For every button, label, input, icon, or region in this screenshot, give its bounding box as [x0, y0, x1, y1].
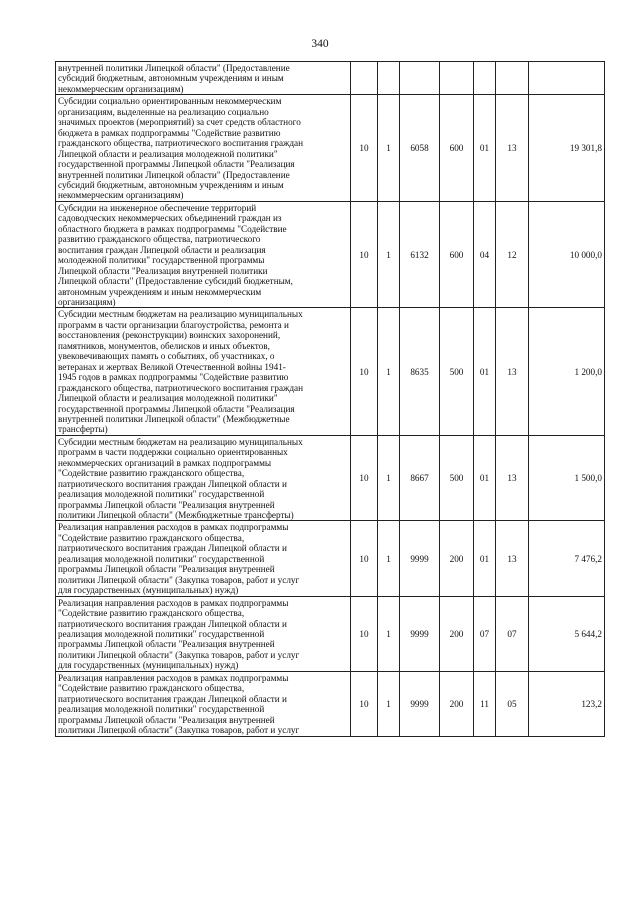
description-line: молодежной политики" государственной программы	[58, 255, 265, 266]
description-line: трансферты)	[58, 424, 108, 435]
section-cell: 01	[474, 95, 496, 202]
expense-type-cell: 200	[440, 596, 474, 671]
description-line: "Содействие развитию гражданского общества,	[58, 683, 245, 694]
description-line: 1945 годов в рамках подпрограммы "Содействие развитию	[58, 372, 289, 383]
subsection-cell: 07	[496, 596, 529, 671]
description-line: реализация молодежной политики" государственной	[58, 553, 265, 564]
description-line: автономным учреждениям и иным некоммерческим	[58, 286, 262, 297]
description-line: программы Липецкой области "Реализация внутренней	[58, 499, 275, 510]
description-line: программы Липецкой области "Реализация внутренней	[58, 714, 275, 725]
description-cell	[56, 521, 351, 596]
section-cell: 01	[474, 521, 496, 596]
subprogram-code-cell	[378, 62, 400, 95]
expense-type-cell: 500	[440, 435, 474, 521]
page-number: 340	[311, 38, 329, 50]
expense-type-cell: 600	[440, 95, 474, 202]
description-line: Реализация направления расходов в рамках подпрограммы	[58, 522, 289, 533]
description-line: реализация молодежной политики" государственной	[58, 629, 265, 640]
description-line: реализация молодежной политики" государственной	[58, 489, 265, 500]
amount-cell: 1 200,0	[529, 308, 605, 435]
description-line: Липецкой области и реализация молодежной политики"	[58, 393, 278, 404]
description-line: областного бюджета в рамках подпрограммы "Содействие	[58, 223, 287, 234]
section-cell	[474, 62, 496, 95]
section-cell: 11	[474, 671, 496, 736]
program-code-cell	[351, 62, 378, 95]
description-line: программ в части поддержки социально ориентированных	[58, 447, 288, 458]
description-line: политики Липецкой области" (Межбюджетные трансферты)	[58, 510, 294, 521]
program-code-cell: 10	[351, 201, 378, 308]
amount-cell: 10 000,0	[529, 201, 605, 308]
expense-type-cell: 200	[440, 671, 474, 736]
description-cell	[56, 201, 351, 308]
direction-code-cell: 8667	[400, 435, 440, 521]
description-line: некоммерческим организациям)	[58, 83, 184, 94]
amount-cell	[529, 62, 605, 95]
table-row	[56, 308, 605, 435]
subprogram-code-cell: 1	[378, 201, 400, 308]
table-row	[56, 95, 605, 202]
description-line: ветеранах и жертвах Великой Отечественной войны 1941-	[58, 361, 286, 372]
table-row	[56, 435, 605, 521]
table-row	[56, 521, 605, 596]
description-line: политики Липецкой области" (Закупка товаров, работ и услуг	[58, 574, 300, 585]
description-line: увековечивающих память о событиях, об участниках, о	[58, 351, 275, 362]
description-line: субсидий бюджетным, автономным учреждениям и иным	[58, 73, 284, 84]
description-line: политики Липецкой области" (Закупка товаров, работ и услуг	[58, 649, 300, 660]
description-line: Липецкой области "Реализация внутренней политики	[58, 265, 268, 276]
description-line: программ в части организации благоустройства, ремонта и	[58, 319, 289, 330]
description-line: для государственных (муниципальных) нужд)	[58, 585, 239, 596]
program-code-cell: 10	[351, 95, 378, 202]
description-line: бюджета в рамках подпрограммы "Содействие развитию	[58, 127, 281, 138]
subsection-cell: 12	[496, 201, 529, 308]
amount-cell: 1 500,0	[529, 435, 605, 521]
description-line: Субсидии местным бюджетам на реализацию муниципальных	[58, 436, 303, 447]
description-cell	[56, 596, 351, 671]
description-line: восстановления (реконструкции) воинских захоронений,	[58, 330, 281, 341]
description-line: программы Липецкой области "Реализация внутренней	[58, 639, 275, 650]
description-line: Реализация направления расходов в рамках подпрограммы	[58, 672, 289, 683]
amount-cell: 19 301,8	[529, 95, 605, 202]
description-line: организациям)	[58, 296, 116, 307]
expense-type-cell: 600	[440, 201, 474, 308]
table-row	[56, 671, 605, 736]
subsection-cell: 13	[496, 435, 529, 521]
direction-code-cell: 9999	[400, 521, 440, 596]
subsection-cell	[496, 62, 529, 95]
subprogram-code-cell: 1	[378, 671, 400, 736]
description-line: патриотического воспитания граждан Липецкой области и	[58, 618, 287, 629]
subsection-cell: 13	[496, 521, 529, 596]
direction-code-cell: 9999	[400, 596, 440, 671]
description-line: Субсидии местным бюджетам на реализацию муниципальных	[58, 309, 303, 320]
description-line: внутренней политики Липецкой области" (Предоставление	[58, 169, 290, 180]
description-line: внутренней политики Липецкой области" (Предоставление	[58, 63, 290, 73]
description-cell	[56, 435, 351, 521]
subprogram-code-cell: 1	[378, 435, 400, 521]
description-line: Липецкой области" (Предоставление субсидий бюджетным,	[58, 276, 293, 287]
subsection-cell: 13	[496, 308, 529, 435]
description-line: реализация молодежной политики" государственной	[58, 704, 265, 715]
budget-table	[55, 61, 605, 737]
table-row	[56, 596, 605, 671]
program-code-cell: 10	[351, 521, 378, 596]
description-line: государственной программы Липецкой области "Реализация	[58, 403, 295, 414]
program-code-cell: 10	[351, 308, 378, 435]
table-row	[56, 62, 605, 95]
subprogram-code-cell: 1	[378, 596, 400, 671]
description-line: воспитания граждан Липецкой области и реализация	[58, 244, 266, 255]
description-line: "Содействие развитию гражданского общества,	[58, 608, 245, 619]
description-line: для государственных (муниципальных) нужд)	[58, 660, 239, 671]
budget-table-body	[56, 62, 605, 737]
description-line: некоммерческим организациям)	[58, 190, 184, 201]
table-row	[56, 201, 605, 308]
description-line: организациям, выделенные на реализацию социально	[58, 106, 269, 117]
direction-code-cell: 6132	[400, 201, 440, 308]
description-line: внутренней политики Липецкой области" (Межбюджетные	[58, 413, 290, 424]
amount-cell: 123,2	[529, 671, 605, 736]
section-cell: 01	[474, 435, 496, 521]
subprogram-code-cell: 1	[378, 95, 400, 202]
description-line: Субсидии социально ориентированным некоммерческим	[58, 96, 282, 107]
program-code-cell: 10	[351, 435, 378, 521]
description-line: "Содействие развитию гражданского общества,	[58, 468, 245, 479]
description-cell	[56, 95, 351, 202]
amount-cell: 7 476,2	[529, 521, 605, 596]
direction-code-cell	[400, 62, 440, 95]
description-line: развитию гражданского общества, патриотического	[58, 234, 261, 245]
expense-type-cell: 500	[440, 308, 474, 435]
description-line: Липецкой области и реализация молодежной политики"	[58, 148, 278, 159]
description-line: гражданского общества, патриотического воспитания граждан	[58, 382, 304, 393]
description-line: патриотического воспитания граждан Липецкой области и	[58, 478, 287, 489]
section-cell: 07	[474, 596, 496, 671]
description-line: патриотического воспитания граждан Липецкой области и	[58, 693, 287, 704]
description-line: государственной программы Липецкой области "Реализация	[58, 159, 295, 170]
program-code-cell: 10	[351, 671, 378, 736]
description-cell	[56, 671, 351, 736]
description-line: патриотического воспитания граждан Липецкой области и	[58, 543, 287, 554]
program-code-cell: 10	[351, 596, 378, 671]
description-line: политики Липецкой области" (Закупка товаров, работ и услуг	[58, 725, 300, 736]
description-line: Субсидии на инженерное обеспечение территорий	[58, 202, 257, 213]
description-cell	[56, 308, 351, 435]
section-cell: 04	[474, 201, 496, 308]
description-line: памятников, монументов, обелисков и иных объектов,	[58, 340, 270, 351]
direction-code-cell: 9999	[400, 671, 440, 736]
expense-type-cell	[440, 62, 474, 95]
description-line: "Содействие развитию гражданского общества,	[58, 532, 245, 543]
description-line: субсидий бюджетным, автономным учреждениям и иным	[58, 179, 284, 190]
direction-code-cell: 8635	[400, 308, 440, 435]
description-line: некоммерческих организаций в рамках подпрограммы	[58, 457, 272, 468]
description-line: программы Липецкой области "Реализация внутренней	[58, 564, 275, 575]
description-line: значимых проектов (мероприятий) за счет средств областного	[58, 117, 301, 128]
subprogram-code-cell: 1	[378, 521, 400, 596]
description-line: Реализация направления расходов в рамках подпрограммы	[58, 597, 289, 608]
direction-code-cell: 6058	[400, 95, 440, 202]
expense-type-cell: 200	[440, 521, 474, 596]
description-line: гражданского общества, патриотического воспитания граждан	[58, 138, 304, 149]
subprogram-code-cell: 1	[378, 308, 400, 435]
section-cell: 01	[474, 308, 496, 435]
description-line: садоводческих некоммерческих объединений граждан из	[58, 213, 282, 224]
description-cell	[56, 62, 351, 95]
amount-cell: 5 644,2	[529, 596, 605, 671]
subsection-cell: 05	[496, 671, 529, 736]
subsection-cell: 13	[496, 95, 529, 202]
